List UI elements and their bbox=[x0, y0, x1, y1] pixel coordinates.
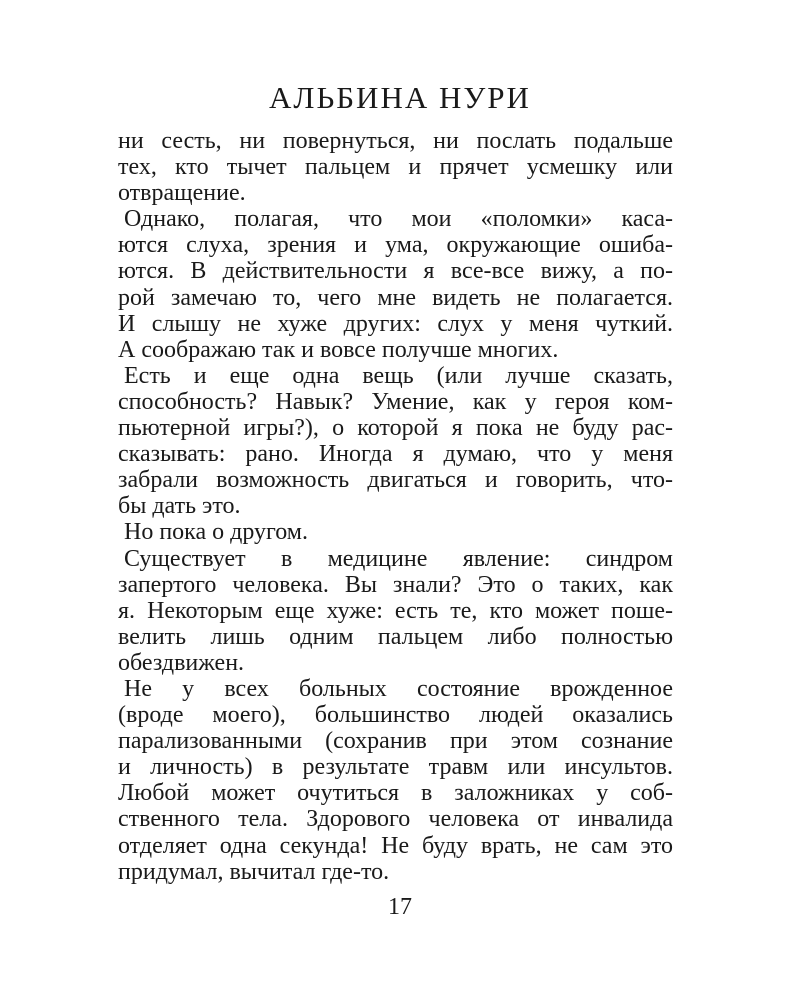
text-line: запертого человека. Вы знали? Это о таких, как bbox=[118, 571, 673, 598]
text-line: придумал, вычитал где-то. bbox=[118, 858, 390, 885]
text-line: велить лишь одним пальцем либо полностью bbox=[118, 623, 673, 650]
text-line: я. Некоторым еще хуже: есть те, кто может поше- bbox=[118, 597, 673, 624]
text-line: Но пока о другом. bbox=[124, 519, 308, 546]
text-line: рой замечаю то, чего мне видеть не полагается. bbox=[118, 284, 673, 311]
text-line: отделяет одна секунда! Не буду врать, не сам это bbox=[118, 832, 673, 859]
text-line: Есть и еще одна вещь (или лучше сказать, bbox=[124, 362, 673, 389]
text-line: отвращение. bbox=[118, 180, 246, 207]
body-text bbox=[118, 128, 673, 885]
text-line: Существует в медицине явление: синдром bbox=[124, 545, 673, 572]
text-line: бы дать это. bbox=[118, 493, 241, 520]
text-line: А соображаю так и вовсе получше многих. bbox=[118, 336, 559, 363]
text-line: сказывать: рано. Иногда я думаю, что у меня bbox=[118, 441, 673, 468]
text-line: ются. В действительности я все-все вижу, а по- bbox=[118, 258, 673, 285]
text-line: тех, кто тычет пальцем и прячет усмешку или bbox=[118, 154, 673, 181]
page-number: 17 bbox=[388, 894, 412, 920]
text-line: (вроде моего), большинство людей оказались bbox=[118, 702, 673, 729]
text-line: парализованными (сохранив при этом сознание bbox=[118, 728, 673, 755]
text-line: пьютерной игры?), о которой я пока не буду рас- bbox=[118, 415, 673, 442]
text-line: ни сесть, ни повернуться, ни послать подальше bbox=[118, 128, 673, 154]
running-header: АЛЬБИНА НУРИ bbox=[269, 80, 531, 115]
text-line: способность? Навык? Умение, как у героя ком- bbox=[118, 388, 673, 415]
text-line: И слышу не хуже других: слух у меня чуткий. bbox=[118, 310, 673, 337]
text-line: Не у всех больных состояние врожденное bbox=[124, 675, 673, 702]
text-line: ственного тела. Здорового человека от инвалида bbox=[118, 806, 673, 833]
text-line: ются слуха, зрения и ума, окружающие ошиба- bbox=[118, 232, 673, 259]
text-line: обездвижен. bbox=[118, 649, 245, 676]
text-line: и личность) в результате травм или инсультов. bbox=[118, 754, 673, 781]
text-line: забрали возможность двигаться и говорить, что- bbox=[118, 467, 673, 494]
text-line: Любой может очутиться в заложниках у соб- bbox=[118, 780, 673, 807]
text-line: Однако, полагая, что мои «поломки» каса- bbox=[124, 206, 673, 233]
